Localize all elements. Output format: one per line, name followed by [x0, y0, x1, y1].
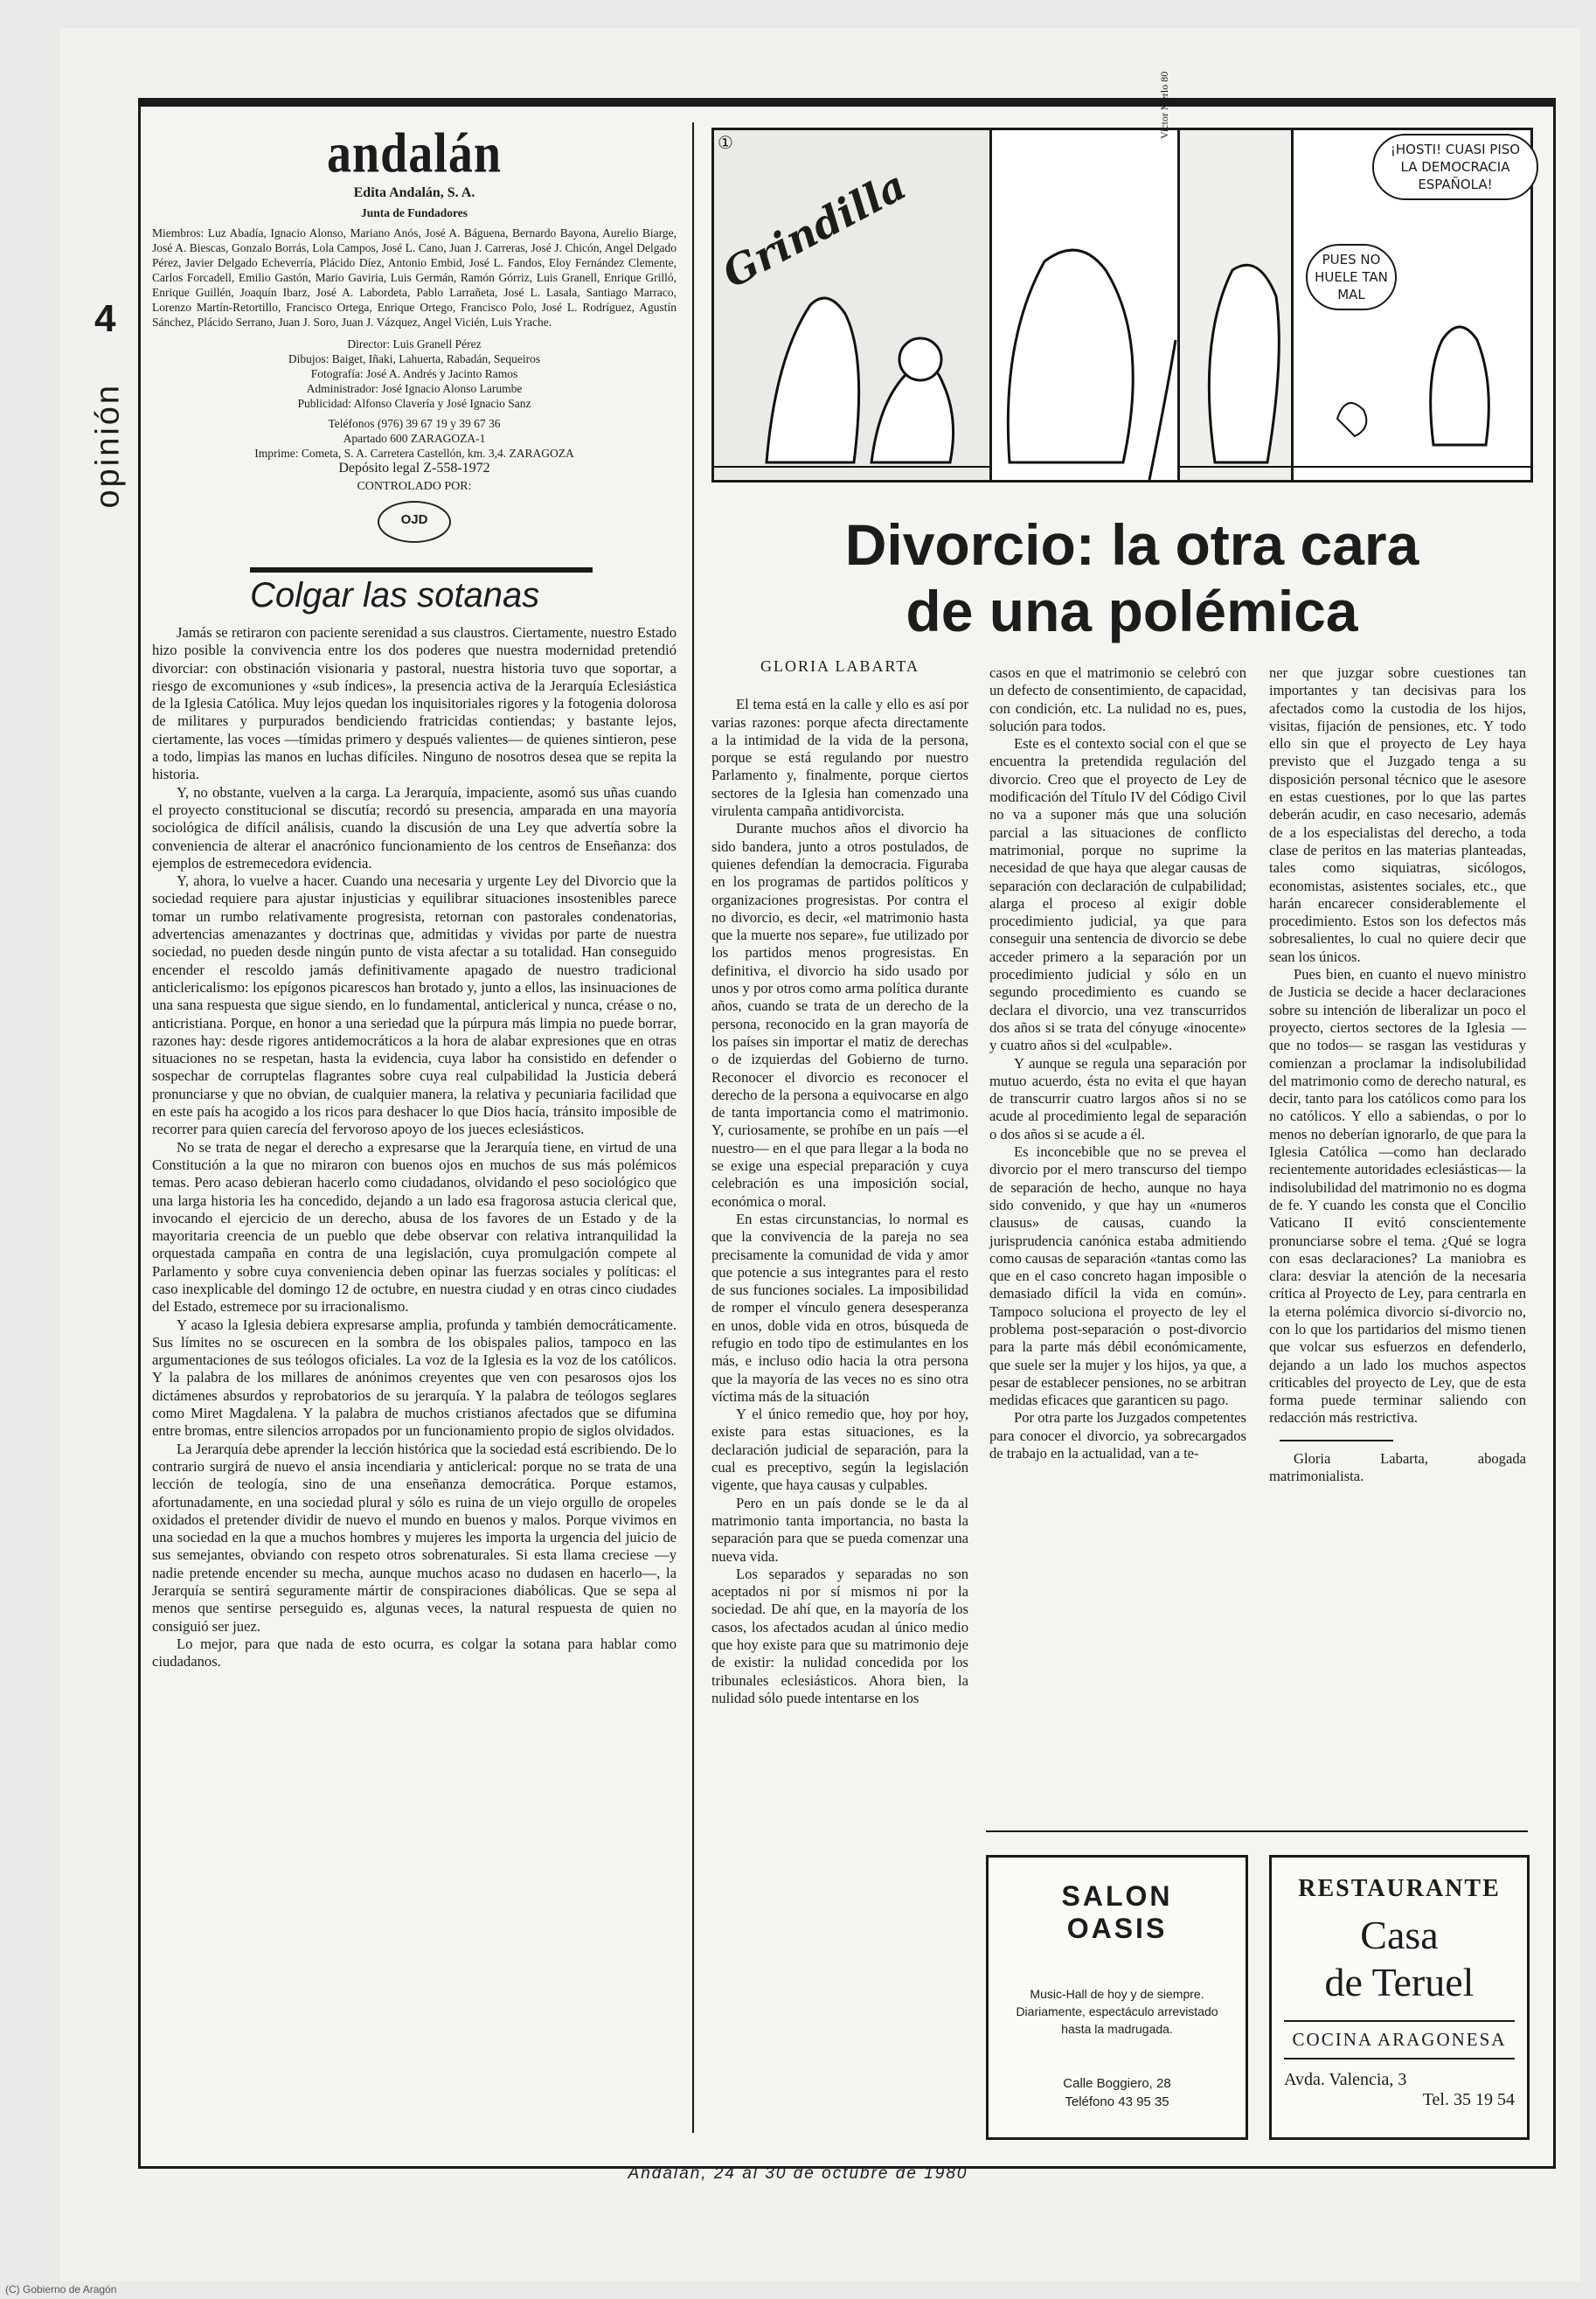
apartado: Apartado 600 ZARAGOZA-1 [343, 432, 486, 445]
article-paragraph: Durante muchos años el divorcio ha sido bandera, junto a otros postulados, de quienes defendían la democracia. Figuraba en los programas de partidos políticos y organizaciones progresistas. Por contra el no divorcio, es decir, «el matrimonio hasta que la muerte nos separe», fue utilizado por los partidos menos progresistas. En definitiva, el divorcio ha sido usado por unos y por otros como arma política durante años, cuando se trata de un derecho de la persona, reconocido en la gran mayoría de los países sin importar el matiz de derechas o de izquierdas del Gobierno de turno. Reconocer el divorcio es reconocer el derecho de la persona a equivocarse en algo de tanta importancia como el matrimonio. Y, curiosamente, se prohíbe en un país —el nuestro— en el que para llegar a la boda no se exige una especial preparación y cuya celebración es una imposición social, económica o moral. [711, 820, 968, 1210]
speech-bubble-mid: PUES NO HUELE TAN MAL [1306, 244, 1397, 310]
ad-restaurant-name-1: Casa [1360, 1913, 1439, 1957]
article-paragraph: Y aunque se regula una separación por mutuo acuerdo, ésta no evita el que hayan de transcurrir cuatro largos años si no se acude al procedimiento legal de separación o dos años si se acude a él. [989, 1054, 1246, 1143]
comic-panel-3-drawing [1180, 130, 1294, 480]
column-divider [692, 122, 694, 2133]
editorial-paragraph: No se trata de negar el derecho a expresarse que la Jerarquía tiene, en virtud de una Constitución a la que no miraron con buenos ojos en muchos de sus más polémicos temas. Pero acaso debieran hacerlo como ciudadanos, olvidando el peso sociológico que una larga historia les ha concedido, dejando a un lado esa fragorosa astucia clerical que, invocando el ejercicio de un derecho, abusa de los favores de un Estado y de la mayoritaria creencia de un pueblo que debe observar con relativa intranquilidad la orquestada campaña en contra de una legislación, cuya promulgación compete al Parlamento y sobre cuya conveniencia deben opinar las fuerzas sociales y políticas: el caso inexplicable del domingo 12 de octubre, en nuestra ciudad y en otras cinco ciudades del Estado, estremece por su irracionalismo. [152, 1138, 677, 1316]
article-column-1 [711, 657, 968, 1707]
imprime: Imprime: Cometa, S. A. Carretera Castellón, km. 3,4. ZARAGOZA [254, 447, 574, 460]
ad-salon-name-2: OASIS [1066, 1913, 1168, 1944]
headline-line-2: de una polémica [906, 579, 1358, 643]
left-column [152, 122, 677, 1671]
controlado: CONTROLADO POR: [357, 480, 472, 493]
archive-credit: (C) Gobierno de Aragón [5, 2283, 117, 2296]
members-list: Miembros: Luz Abadía, Ignacio Alonso, Mariano Anós, José A. Báguena, Bernardo Bayona, Aurelio Biarge, José A. Biescas, Gonzalo Borrás, Lola Campos, José L. Cano, Juan J. Carreras, José J. Chicón, Angel Delgado Pérez, Javier Delgado Echeverría, Plácido Díez, Antonio Embid, José L. Fandos, Eloy Fernández Clemente, Carlos Forcadell, Emilio Gastón, Mario Gaviria, Luis Germán, Ramón Górriz, Luis Granell, Enrique Grilló, Enrique Guillén, Joaquín Ibarz, José A. Labordeta, Pablo Larrañeta, José L. Lasala, Santiago Marraco, Lorenzo Martín-Retortillo, Francisco Ortega, Enrique Ortego, Francisco Polo, José L. Rodríguez, Agustín Sánchez, Plácido Serrano, Juan J. Soro, Juan J. Vázquez, Angel Vicién, Luis Yrache. [152, 226, 677, 329]
masthead-logo: andalán [327, 122, 502, 185]
ad-salon-address: Calle Boggiero, 28 [1063, 2076, 1171, 2091]
comic-panel-3 [1177, 130, 1294, 480]
editorial-paragraph: Y, ahora, lo vuelve a hacer. Cuando una necesaria y urgente Ley del Divorcio que la sociedad requiere para ajustar injusticias y equilibrar situaciones insostenibles parece tomar un rumbo relativamente progresista, retornan con pastorales condenatorias, advertencias amenazantes y doctrinas que, admitidas y vividas por parte de nuestra sociedad, no pueden desde ningún punto de vista afectar a su totalidad. Han conseguido encender el rescoldo jamás definitivamente apagado de nuestro tradicional anticlericalismo: los epígonos picarescos han brotado y, junto a ellos, las insinuaciones de una sana respuesta que sigue siendo, en lo fundamental, anticlerical y nunca, créase o no, anticristiana. Porque, en honor a una seriedad que la púrpura más limpia no puede borrar, razones hay: desde rigores antidemocráticos a la hora de alabar expresiones que en otras situaciones no se respetan, hasta la evidencia, cuya labor ha consistido en defender o sospechar de corruptelas flagrantes sobre cuya real culpabilidad la Justicia deberá pronunciarse y que no obvian, de cualquier manera, la relativa y pecuniaria facilidad que en este país ha acogido a los ricos para deshacer lo que Dios hacía, tránsito imposible de recorrer para quien carecía del fervoroso apoyo de los jueces eclesiásticos. [152, 872, 677, 1138]
board-title: Junta de Fundadores [360, 206, 468, 219]
article-paragraph: En estas circunstancias, lo normal es que la convivencia de la pareja no sea precisamente la comunidad de vida y amor que potencie a sus integrantes para el resto de sus funciones sociales. La imposibilidad de romper el vínculo genera desesperanza en unos, doble vida en otros, búsqueda de refugio en todo tipo de estimulantes en los más, e incluso odio hacia la otra persona que la mayoría de las veces no es sino otra víctima más de la situación [711, 1210, 968, 1405]
editorial-title: Colgar las sotanas [250, 576, 540, 615]
ad-salon-description: Music-Hall de hoy y de siempre. Diariamente, espectáculo arrevistado hasta la madrugada. [1016, 1987, 1218, 2036]
ads-rule [986, 1830, 1528, 1832]
author-note: Gloria Labarta, abogada matrimonialista. [1269, 1449, 1526, 1485]
comic-panel-4 [1291, 130, 1533, 480]
page-number: 4 [94, 297, 116, 340]
telefonos: Teléfonos (976) 39 67 19 y 39 67 36 [328, 417, 501, 430]
editorial-paragraph: Lo mejor, para que nada de esto ocurra, es colgar la sotana para hablar como ciudadanos. [152, 1635, 677, 1670]
editorial-rule [250, 567, 593, 573]
speech-bubble-top: ¡HOSTI! CUASI PISO LA DEMOCRACIA ESPAÑOLA! [1372, 134, 1538, 200]
comic-panel-2 [989, 71, 1180, 480]
comic-strip [711, 71, 1533, 483]
article-paragraph: Pero en un país donde se le da al matrimonio tanta importancia, no basta la separación para que se pueda comenzar una nueva vida. [711, 1494, 968, 1565]
section-rail [87, 297, 131, 509]
ad-restaurant-phone: Tel. 35 19 54 [1422, 2090, 1515, 2109]
ad-salon-name-1: SALON [1061, 1880, 1173, 1912]
editorial-paragraph: La Jerarquía debe aprender la lección histórica que la sociedad está escribiendo. De lo contrario surgirá de nuevo el ansia incendiaria y anticlerical: porque no se trata de una lección de teología, sino de una enseñanza democrática. Porque estamos, afortunadamente, en una sociedad plural y sólo es ruina de un viejo orgullo de oropeles oxidados el pretender dividir de nuevo el mundo en buenos y malos. Porque vivimos en una sociedad en la que a muchos hombres y mujeres les importa la urgencia del juicio de sus semejantes, obviando con respeto otros sobrenaturales. Si esta llama creciese —y nadie pretende encender su mecha, aunque muchos acaso no dudasen en hacerlo—, la Jerarquía se sentirá seguramente mártir de conspiraciones diabólicas. Que se sepa al menos que sentirse perseguido es, algunas veces, la natural respuesta de quien no consiguió ser juez. [152, 1440, 677, 1635]
comic-panel-2-drawing [992, 130, 1180, 480]
ad-salon-oasis [986, 1855, 1248, 2140]
article-paragraph: El tema está en la calle y ello es así por varias razones: porque afecta directamente a la intimidad de la vida de la persona, porque se está regulando por nuestro Parlamento y, finalmente, porque ciertos sectores de la Iglesia han comenzado una virulenta campaña antidivorcista. [711, 696, 968, 820]
article-paragraph: Pues bien, en cuanto el nuevo ministro de Justicia se decide a hacer declaraciones sobre su intención de liberalizar un poco el proyecto, ciertos sectores de la Iglesia —que no todos— se rasgan las vestiduras y comienzan a proclamar la indisolubilidad del matrimonio como de derecho natural, es decir, tanto para los católicos como para los no católicos. Y ello a sabiendas, o por lo menos no deberían ignorarlo, de que para la Iglesia Católica —como han declarado recientemente autoridades eclesiásticas— la indisolubilidad del matrimonio no es dogma de fe. Y cuando les consta que el Concilio Vaticano II evitó conscientemente pronunciarse sobre el tema. ¿Qué se logra con esas declaraciones? La maniobra es clara: desviar la atención de la necesaria crítica al Proyecto de Ley, para centrarla en la eterna polémica divorcio sí-divorcio no, con lo que los partidarios del mismo tienen que volcar sus esfuerzos en defenderlo, dejando a un lado los muchos aspectos criticables del proyecto de Ley, que de esta forma puede terminar saliendo con redacción más restrictiva. [1269, 966, 1526, 1427]
article-paragraph: Por otra parte los Juzgados competentes para conocer el divorcio, ya sobrecargados de trabajo en la actualidad, van a te- [989, 1409, 1246, 1462]
byline: GLORIA LABARTA [760, 657, 919, 675]
ad-restaurant-rule [1284, 2058, 1515, 2059]
ad-restaurant [1269, 1855, 1530, 2140]
ojd-emblem: OJD [378, 501, 451, 543]
ad-restaurant-address: Avda. Valencia, 3 [1284, 2070, 1407, 2089]
section-label: opinión [89, 382, 127, 509]
publicidad: Publicidad: Alfonso Clavería y José Ignacio Sanz [297, 397, 531, 410]
comic-number: ① [718, 134, 733, 153]
article-paragraph: Este es el contexto social con el que se encuentra la pretendida regulación del divorcio. Creo que el proyecto de Ley de modificación del Título IV del Código Civil no va a suponer más que una solución parcial a las situaciones de conflicto matrimonial, porque no suprime la necesidad de que haya que alegar causas de separación con declaración de culpabilidad; alarga el proceso al exigir doble procedimiento judicial, ya que para conseguir una sentencia de divorcio se debe acceder primero a la separación por un procedimiento judicial y sólo en un segundo procedimiento es cuando se declara el divorcio, una vez transcurridos dos años si se trata del cónyuge «inocente» y cuatro años si del «culpable». [989, 735, 1246, 1054]
ad-salon-phone: Teléfono 43 95 35 [1065, 2094, 1169, 2109]
comic-signature: Victor Merlo 80 [1158, 71, 1170, 139]
dibujos: Dibujos: Baiget, Iñaki, Lahuerta, Rabadán, Sequeiros [288, 352, 541, 365]
fotografia: Fotografía: José A. Andrés y Jacinto Ramos [310, 367, 518, 380]
ad-restaurant-name-2: de Teruel [1324, 1960, 1475, 2004]
administrador: Administrador: José Ignacio Alonso Larumbe [306, 382, 523, 395]
publisher: Edita Andalán, S. A. [353, 185, 475, 200]
comic-title: Grindilla [714, 161, 914, 297]
article-paragraph: Es inconcebible que no se prevea el divorcio por el mero transcurso del tiempo de separación de hecho, aunque no haya sido convenido, y que hay un «numeros clausus» de causas, cuando la jurisprudencia canónica estaba admitiendo como causas de separación «tantas como las que en el caso concreto hagan imposible o demasiado difícil la vida en común». Tampoco soluciona el proyecto de ley el problema post-separación o post-divorcio para la parte más débil económicamente, que suele ser la mujer y los hijos, ya que, a pesar de establecer pensiones, no se arbitran medidas eficaces que garanticen su pago. [989, 1143, 1246, 1409]
headline-line-1: Divorcio: la otra cara [844, 512, 1419, 577]
article-paragraph: Y el único remedio que, hoy por hoy, existe para estas situaciones, es la declaración judicial de separación, para la cual es preceptivo, según la legislación vigente, que haya causas y culpables. [711, 1406, 968, 1494]
article-column-2 [989, 664, 1246, 1462]
article-paragraph: ner que juzgar sobre cuestiones tan importantes y tan decisivas para los afectados como la custodia de los hijos, visitas, fijación de pensiones, etc. Y todo ello sin que el proyecto de Ley haya previsto que el Juzgado tenga a su disposición personal técnico que le asesore en estas cuestiones, por lo que las partes deberán acudir, en caso necesario, además de a los especialistas del derecho, a toda clase de peritos en las materias planteadas, tales como siquiatras, sicólogos, economistas, asistentes sociales, etc., que harán encarecer considerablemente el procedimiento. Estos son los defectos más sobresalientes, lo cual no quiere decir que sean los únicos. [1269, 664, 1526, 965]
page-footer: Andalán, 24 al 30 de octubre de 1980 [628, 2164, 968, 2183]
author-rule [1280, 1440, 1393, 1441]
article-headline [769, 511, 1495, 644]
deposito: Depósito legal Z-558-1972 [338, 461, 490, 476]
ad-restaurant-type: RESTAURANTE [1298, 1875, 1501, 1902]
ad-restaurant-cuisine: COCINA ARAGONESA [1292, 2029, 1507, 2050]
editorial-paragraph: Jamás se retiraron con paciente serenidad a sus claustros. Ciertamente, nuestro Estado hizo posible la convivencia entre los dos poderes que nuestra modernidad pretendió divorciar: con obstinación visionaria y pastoral, nuestra historia tuvo que soportar, a riesgo de excomuniones y «sub índices», la presencia activa de la Jerarquía Eclesiástica de la Iglesia Católica. Muy lejos quedan los inquisitoriales rigores y la fotogenia dolorosa de militares y purpurados bendiciendo fratricidas contiendas; y bastante lejos, ciertamente, las voces —tímidas primero y después valientes— de quienes sintieron, pese a todo, limpias las manos en luchas difíciles. Ninguno de nosotros desea que se repita la historia. [152, 624, 677, 783]
comic-panel-1 [714, 130, 989, 480]
article-paragraph: casos en que el matrimonio se celebró con un defecto de consentimiento, de capacidad, con condición, etc. La nulidad no es, pues, solución para todos. [989, 664, 1246, 734]
editorial-paragraph: Y, no obstante, vuelven a la carga. La Jerarquía, impaciente, asomó sus uñas cuando el proyecto constitucional se discutía; recordó su presencia, amparada en una mayoría sociológica de difícil análisis, cuando la discusión de una Ley que advertía sobre la conveniencia de alterar el anacrónico funcionamiento de los centros de Enseñanza: dos ejemplos de estremecedora evidencia. [152, 783, 677, 872]
article-column-3 [1269, 664, 1526, 1485]
editorial-paragraph: Y acaso la Iglesia debiera expresarse amplia, profunda y también democráticamente. Sus límites no se oscurecen en la sombra de los obispales palios, tampoco en las argumentaciones de sus teólogos oficiales. La voz de la Iglesia es la voz de los católicos. Y la palabra de los millares de anónimos creyentes que ven con pesarosos ojos los dictámenes absurdos y reprobatorios de su jerarquía. Y la palabra de teólogos seglares como Miret Magdalena. Y la palabra de muchos cristianos afectados que se difumina entre bromas, entre silencios arropados por un funcionamiento propio de siglos olvidados. [152, 1316, 677, 1440]
article-paragraph: Los separados y separadas no son aceptados ni por sí mismos ni por la sociedad. De ahí que, en la mayoría de los casos, los afectados acudan al único medio que hoy existe para que su matrimonio deje de existir: la nulidad concedida por los tribunales eclesiásticos. Ahora bien, la nulidad sólo puede intentarse en los [711, 1565, 968, 1706]
director: Director: Luis Granell Pérez [347, 337, 482, 351]
ad-restaurant-rule [1284, 2020, 1515, 2022]
masthead [152, 122, 677, 543]
